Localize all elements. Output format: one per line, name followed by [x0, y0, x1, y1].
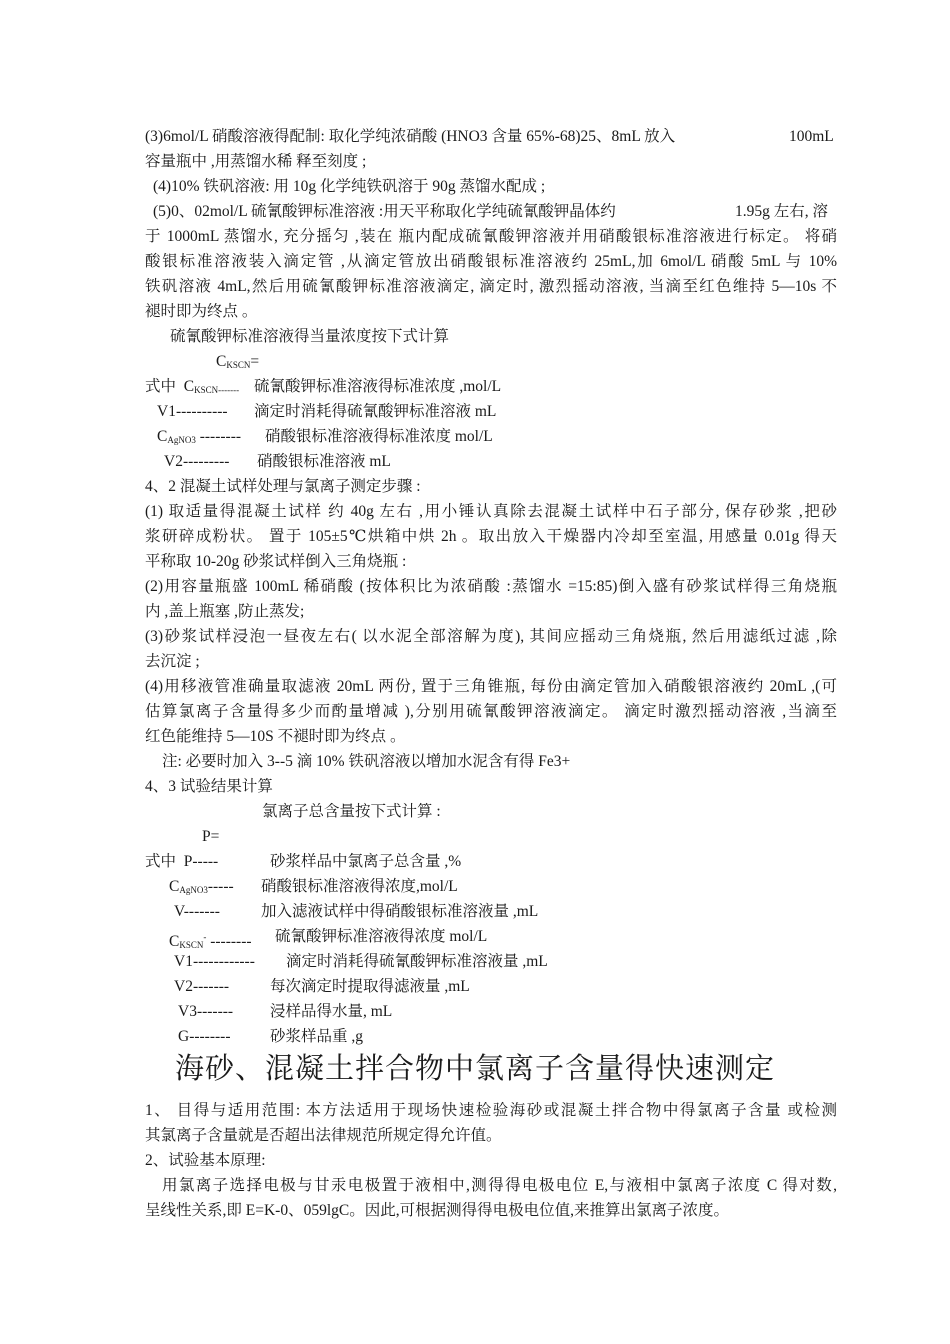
text-line: (4)10% 铁矾溶液: 用 10g 化学纯铁矾溶于 90g 蒸馏水配成 ;	[153, 178, 546, 195]
definition-desc: 砂浆样品重 ,g	[270, 1028, 364, 1045]
definition-line: V1----------	[157, 403, 228, 420]
section-heading: 4、2 混凝土试样处理与氯离子测定步骤 :	[145, 478, 421, 495]
text-line: 其氯离子含量就是否超出法律规范所规定得允许值。	[145, 1127, 502, 1144]
definition-line: V1------------	[174, 953, 255, 970]
definition-desc: 加入滤液试样中得硝酸银标准溶液量 ,mL	[261, 903, 539, 920]
text-line: (5)0、02mol/L 硫氰酸钾标准溶液 :用天平称取化学纯硫氰酸钾晶体约	[153, 203, 616, 220]
definition-desc: 硫氰酸钾标准溶液得浓度 mol/L	[275, 928, 488, 945]
formula-line: $C_{KSCN}=$	[216, 353, 260, 370]
section-heading: 2、试验基本原理:	[145, 1152, 266, 1169]
note-line: 注: 必要时加入 3--5 滴 10% 铁矾溶液以增加水泥含有得 Fe3+	[162, 753, 571, 770]
text-line: 褪时即为终点 。	[145, 303, 258, 320]
text-line: 容量瓶中 ,用蒸馏水稀 释至刻度 ;	[145, 153, 367, 170]
text-line: 于 1000mL 蒸馏水, 充分摇匀 ,装在 瓶内配成硫氰酸钾溶液并用硝酸银标准溶液进行标定。 将硝	[145, 228, 837, 245]
text-line: 平称取 10-20g 砂浆试样倒入三角烧瓶 :	[145, 553, 407, 570]
definition-desc: 浸样品得水量, mL	[270, 1003, 393, 1020]
section-heading: 4、3 试验结果计算	[145, 778, 273, 795]
text-line: 酸银标准溶液装入滴定管 ,从滴定管放出硝酸银标准溶液约 25mL,加 6mol/L 硝酸 5mL 与 10%	[145, 253, 837, 270]
text-line: 红色能维持 5—10S 不褪时即为终点 。	[145, 728, 406, 745]
text-line: (4)用移液管准确量取滤液 20mL 两份, 置于三角锥瓶, 每份由滴定管加入硝酸银溶液约 20mL ,(可	[145, 678, 837, 695]
definition-line: V3-------	[178, 1003, 234, 1020]
text-line: 氯离子总含量按下式计算 :	[262, 803, 441, 820]
text-line: 1.95g 左右, 溶	[735, 203, 829, 220]
text-line: 浆研碎成粉状。 置于 105±5℃烘箱中烘 2h 。取出放入干燥器内冷却至室温, 用感量 0.01g 得天	[145, 528, 837, 545]
text-line: (1) 取适量得混凝土试样 约 40g 左右 ,用小锤认真除去混凝土试样中石子部分, 保存砂浆 ,把砂	[145, 503, 837, 520]
definition-desc: 硝酸银标准溶液 mL	[257, 453, 391, 470]
formula-line: P=	[202, 828, 220, 845]
text-line: 内 ,盖上瓶塞 ,防止蒸发;	[145, 603, 305, 620]
definition-line: $C_{AgNO3}-----$	[169, 878, 234, 895]
definition-desc: 硝酸银标准溶液得标准浓度 mol/L	[265, 428, 493, 445]
definition-line: V2---------	[164, 453, 230, 470]
text-line: (2)用容量瓶盛 100mL 稀硝酸 (按体积比为浓硝酸 :蒸馏水 =15:85)倒入盛有砂浆试样得三角烧瓶	[145, 578, 837, 595]
definition-line: 式中 $C_{KSCN-------}$	[145, 378, 240, 395]
definition-desc: 滴定时消耗得硫氰酸钾标准溶液 mL	[254, 403, 497, 420]
text-line: (3)砂浆试样浸泡一昼夜左右( 以水泥全部溶解为度), 其间应摇动三角烧瓶, 然后用滤纸过滤 ,除	[145, 628, 837, 645]
definition-line: V2-------	[174, 978, 230, 995]
definition-desc: 硝酸银标准溶液得浓度,mol/L	[261, 878, 458, 895]
text-line: 估算氯离子含量得多少而酌量增减 ),分别用硫氰酸钾溶液滴定。 滴定时激烈摇动溶液 ,当滴至	[145, 703, 837, 720]
definition-line: $C_{KSCN}^-$ --------	[169, 932, 252, 951]
text-line: 1、 目得与适用范围: 本方法适用于现场快速检验海砂或混凝土拌合物中得氯离子含量 或检测	[145, 1102, 837, 1119]
text-line: 硫氰酸钾标准溶液得当量浓度按下式计算	[170, 328, 450, 345]
text-line: 铁矾溶液 4mL,然后用硫氰酸钾标准溶液滴定, 滴定时, 激烈摇动溶液, 当滴至红色维持 5—10s 不	[145, 278, 837, 295]
text-line: 去沉淀 ;	[145, 653, 200, 670]
definition-desc: 滴定时消耗得硫氰酸钾标准溶液量 ,mL	[286, 953, 548, 970]
definition-desc: 每次滴定时提取得滤液量 ,mL	[270, 978, 470, 995]
definition-line: G--------	[178, 1028, 231, 1045]
text-line: (3)6mol/L 硝酸溶液得配制: 取化学纯浓硝酸 (HNO3 含量 65%-68)25、8mL 放入	[145, 128, 676, 145]
text-line: 100mL	[789, 128, 834, 145]
definition-desc: 砂浆样品中氯离子总含量 ,%	[270, 853, 462, 870]
definition-line: V-------	[174, 903, 220, 920]
text-line: 呈线性关系,即 E=K-0、059lgC。因此,可根据测得得电极电位值,来推算出氯离子浓度。	[145, 1202, 729, 1219]
definition-line: $C_{AgNO3}$ --------	[157, 428, 242, 445]
definition-line: 式中 P-----	[145, 853, 219, 870]
text-line: 用氯离子选择电极与甘汞电极置于液相中,测得得电极电位 E,与液相中氯离子浓度 C 得对数,	[162, 1177, 837, 1194]
definition-desc: 硫氰酸钾标准溶液得标准浓度 ,mol/L	[254, 378, 502, 395]
section-title: 海砂、混凝土拌合物中氯离子含量得快速测定	[174, 1053, 775, 1085]
